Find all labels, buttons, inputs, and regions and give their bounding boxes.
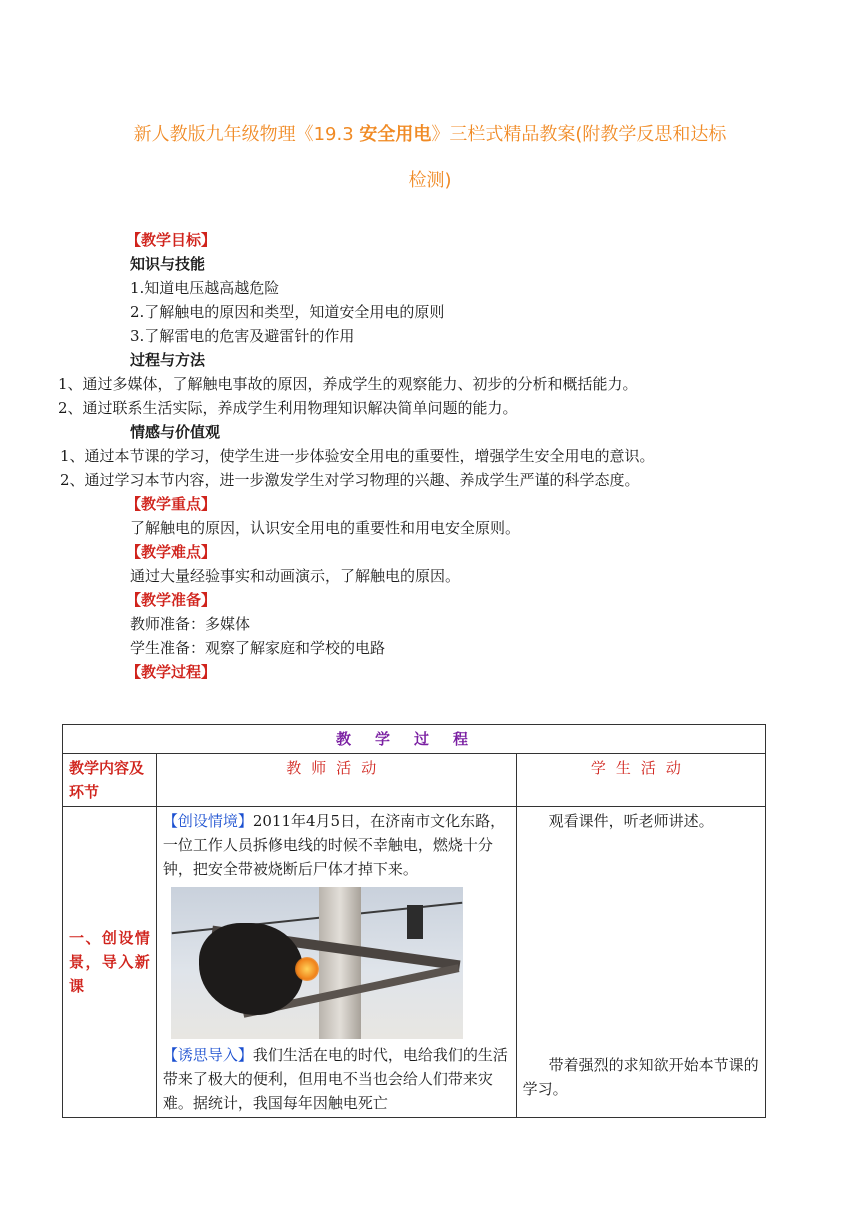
key-point-heading: 【教学重点】 (126, 495, 217, 513)
emotion-item: 1、通过本节课的学习，使学生进一步体验安全用电的重要性，增强学生安全用电的意识。 (60, 447, 655, 465)
column-header-teacher: 教师活动 (156, 754, 516, 807)
goals-heading: 【教学目标】 (126, 231, 217, 249)
table-title: 教学过程 (63, 725, 766, 754)
knowledge-item: 2.了解触电的原因和类型，知道安全用电的原则 (130, 303, 445, 321)
document-title: 新人教版九年级物理《19.3 安全用电》三栏式精品教案(附教学反思和达标 检测) (133, 124, 727, 191)
guide-text: 我们生活在电的时代，电给我们的生活带来了极大的便利，但用电不当也会给人们带来灾难。据统计，我国每年因触电死亡 (162, 1046, 508, 1112)
teaching-process-table (62, 724, 766, 1118)
preparation-heading: 【教学准备】 (126, 591, 217, 609)
student-activity-1: 观看课件，听老师讲述。 (548, 812, 714, 830)
scenario-text: 2011年4月5日，在济南市文化东路，一位工作人员拆修电线的时候不幸触电，燃烧十分钟，把安全带被烧断后尸体才掉下来。 (162, 812, 506, 878)
column-header-content: 教学内容及环节 (63, 754, 157, 807)
emotion-item: 2、通过学习本节内容，进一步激发学生对学习物理的兴趣、养成学生严谨的科学态度。 (60, 471, 640, 489)
difficulty-heading: 【教学难点】 (126, 543, 217, 561)
teacher-preparation: 教师准备：多媒体 (130, 615, 251, 633)
electrocution-photo (171, 887, 463, 1039)
student-preparation: 学生准备：观察了解家庭和学校的电路 (130, 639, 386, 657)
scenario-tag: 【创设情境】 (162, 812, 253, 830)
key-point-text: 了解触电的原因，认识安全用电的重要性和用电安全原则。 (130, 519, 521, 537)
knowledge-item: 1.知道电压越高越危险 (130, 279, 280, 297)
stage-label: 一、创设情景，导入新课 (63, 807, 157, 1118)
teacher-activity-cell (156, 807, 516, 1118)
student-activity-cell (516, 807, 765, 1118)
student-activity-2: 带着强烈的求知欲开始本节课的学习。 (522, 1056, 759, 1098)
column-header-student: 学生活动 (516, 754, 765, 807)
difficulty-text: 通过大量经验事实和动画演示，了解触电的原因。 (130, 567, 461, 585)
process-item: 1、通过多媒体，了解触电事故的原因，养成学生的观察能力、初步的分析和概括能力。 (58, 375, 638, 393)
guide-tag: 【诱思导入】 (162, 1046, 253, 1064)
knowledge-heading: 知识与技能 (130, 255, 206, 273)
knowledge-item: 3.了解雷电的危害及避雷针的作用 (130, 327, 355, 345)
table-row (63, 807, 766, 1118)
process-section-heading: 【教学过程】 (126, 663, 217, 681)
process-item: 2、通过联系生活实际，养成学生利用物理知识解决简单问题的能力。 (58, 399, 518, 417)
emotion-heading: 情感与价值观 (130, 423, 221, 441)
lesson-plan-body (58, 228, 764, 684)
process-heading: 过程与方法 (130, 351, 206, 369)
